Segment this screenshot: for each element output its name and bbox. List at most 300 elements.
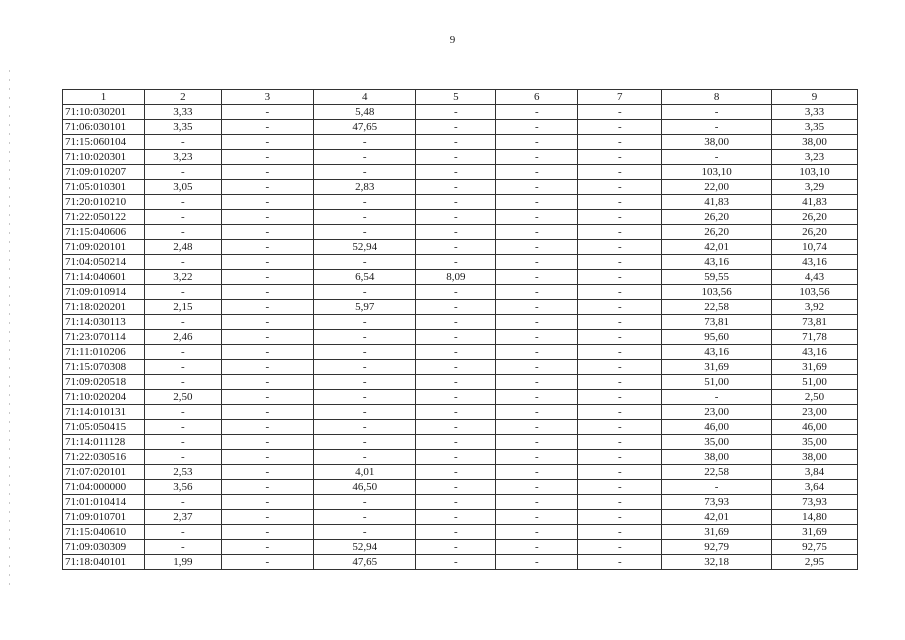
value-cell-col-9: 43,16 [771,255,857,270]
value-cell-col-7: - [578,240,662,255]
value-cell-col-4: - [313,330,415,345]
value-cell-col-3: - [221,420,313,435]
value-cell-col-8: 32,18 [662,555,772,570]
value-cell-col-6: - [496,225,578,240]
value-cell-col-2: - [144,435,221,450]
value-cell-col-3: - [221,435,313,450]
value-cell-col-8: 41,83 [662,195,772,210]
table-row [63,285,858,300]
page-number: 9 [449,34,456,46]
value-cell-col-2: - [144,525,221,540]
value-cell-col-5: - [416,225,496,240]
value-cell-col-7: - [578,345,662,360]
value-cell-col-6: - [496,525,578,540]
cadastral-code-cell: 71:04:050214 [63,255,145,270]
value-cell-col-5: - [416,360,496,375]
value-cell-col-5: - [416,135,496,150]
column-header-8: 8 [662,90,772,105]
value-cell-col-5: - [416,390,496,405]
cadastral-code-cell: 71:14:030113 [63,315,145,330]
value-cell-col-8: - [662,150,772,165]
value-cell-col-8: 22,00 [662,180,772,195]
value-cell-col-5: - [416,105,496,120]
value-cell-col-9: 46,00 [771,420,857,435]
table-row [63,510,858,525]
value-cell-col-9: 103,56 [771,285,857,300]
table-row [63,255,858,270]
value-cell-col-9: 73,81 [771,315,857,330]
value-cell-col-4: - [313,135,415,150]
cadastral-code-cell: 71:05:010301 [63,180,145,195]
value-cell-col-9: 92,75 [771,540,857,555]
value-cell-col-6: - [496,345,578,360]
value-cell-col-5: - [416,480,496,495]
value-cell-col-4: - [313,225,415,240]
value-cell-col-4: - [313,285,415,300]
value-cell-col-4: - [313,360,415,375]
value-cell-col-8: 22,58 [662,300,772,315]
value-cell-col-9: 31,69 [771,360,857,375]
table-row [63,225,858,240]
value-cell-col-5: - [416,180,496,195]
value-cell-col-8: 22,58 [662,465,772,480]
value-cell-col-5: 8,09 [416,270,496,285]
cadastral-code-cell: 71:18:040101 [63,555,145,570]
value-cell-col-6: - [496,420,578,435]
value-cell-col-9: 4,43 [771,270,857,285]
value-cell-col-6: - [496,210,578,225]
table-row [63,120,858,135]
value-cell-col-5: - [416,240,496,255]
value-cell-col-7: - [578,285,662,300]
value-cell-col-8: 31,69 [662,525,772,540]
value-cell-col-5: - [416,150,496,165]
table-row [63,300,858,315]
value-cell-col-4: 5,48 [313,105,415,120]
value-cell-col-3: - [221,240,313,255]
value-cell-col-5: - [416,165,496,180]
value-cell-col-9: 3,64 [771,480,857,495]
value-cell-col-4: 5,97 [313,300,415,315]
cadastral-code-cell: 71:11:010206 [63,345,145,360]
value-cell-col-5: - [416,120,496,135]
value-cell-col-4: - [313,150,415,165]
value-cell-col-9: 2,95 [771,555,857,570]
value-cell-col-7: - [578,420,662,435]
value-cell-col-2: 2,46 [144,330,221,345]
value-cell-col-8: 31,69 [662,360,772,375]
value-cell-col-4: - [313,405,415,420]
value-cell-col-3: - [221,555,313,570]
cadastral-code-cell: 71:22:050122 [63,210,145,225]
value-cell-col-3: - [221,465,313,480]
value-cell-col-6: - [496,105,578,120]
cadastral-code-cell: 71:09:020101 [63,240,145,255]
value-cell-col-4: 47,65 [313,120,415,135]
column-header-9: 9 [771,90,857,105]
cadastral-code-cell: 71:09:010207 [63,165,145,180]
value-cell-col-3: - [221,225,313,240]
table-row [63,525,858,540]
value-cell-col-7: - [578,360,662,375]
value-cell-col-4: - [313,165,415,180]
value-cell-col-3: - [221,405,313,420]
value-cell-col-3: - [221,480,313,495]
table-row [63,480,858,495]
value-cell-col-5: - [416,525,496,540]
value-cell-col-8: - [662,390,772,405]
value-cell-col-5: - [416,330,496,345]
value-cell-col-2: 3,22 [144,270,221,285]
value-cell-col-9: 3,33 [771,105,857,120]
value-cell-col-5: - [416,510,496,525]
cadastral-code-cell: 71:10:020204 [63,390,145,405]
value-cell-col-7: - [578,330,662,345]
column-header-4: 4 [313,90,415,105]
table-row [63,150,858,165]
value-cell-col-7: - [578,510,662,525]
value-cell-col-3: - [221,105,313,120]
cadastral-code-cell: 71:20:010210 [63,195,145,210]
value-cell-col-9: 26,20 [771,225,857,240]
value-cell-col-4: - [313,525,415,540]
value-cell-col-2: 2,15 [144,300,221,315]
value-cell-col-7: - [578,555,662,570]
value-cell-col-4: 52,94 [313,540,415,555]
value-cell-col-8: 38,00 [662,135,772,150]
value-cell-col-2: - [144,450,221,465]
column-header-7: 7 [578,90,662,105]
value-cell-col-3: - [221,195,313,210]
table-row [63,420,858,435]
value-cell-col-2: - [144,420,221,435]
value-cell-col-3: - [221,375,313,390]
value-cell-col-7: - [578,180,662,195]
value-cell-col-8: 26,20 [662,210,772,225]
value-cell-col-2: - [144,225,221,240]
value-cell-col-8: 51,00 [662,375,772,390]
value-cell-col-5: - [416,465,496,480]
table-row [63,405,858,420]
value-cell-col-4: - [313,450,415,465]
value-cell-col-2: - [144,210,221,225]
value-cell-col-2: 2,48 [144,240,221,255]
value-cell-col-9: 2,50 [771,390,857,405]
value-cell-col-4: 47,65 [313,555,415,570]
value-cell-col-3: - [221,180,313,195]
value-cell-col-4: - [313,435,415,450]
value-cell-col-2: 2,50 [144,390,221,405]
value-cell-col-2: - [144,375,221,390]
value-cell-col-9: 103,10 [771,165,857,180]
value-cell-col-5: - [416,435,496,450]
value-cell-col-3: - [221,150,313,165]
value-cell-col-6: - [496,330,578,345]
value-cell-col-2: - [144,495,221,510]
value-cell-col-5: - [416,195,496,210]
cadastral-code-cell: 71:14:040601 [63,270,145,285]
value-cell-col-2: 2,53 [144,465,221,480]
table-row [63,465,858,480]
value-cell-col-8: 26,20 [662,225,772,240]
value-cell-col-7: - [578,450,662,465]
value-cell-col-7: - [578,270,662,285]
value-cell-col-5: - [416,450,496,465]
cadastral-code-cell: 71:23:070114 [63,330,145,345]
table-row [63,165,858,180]
value-cell-col-7: - [578,315,662,330]
column-header-2: 2 [144,90,221,105]
value-cell-col-6: - [496,180,578,195]
value-cell-col-9: 31,69 [771,525,857,540]
cadastral-code-cell: 71:07:020101 [63,465,145,480]
value-cell-col-3: - [221,315,313,330]
value-cell-col-6: - [496,120,578,135]
value-cell-col-3: - [221,525,313,540]
value-cell-col-5: - [416,420,496,435]
cadastral-code-cell: 71:14:011128 [63,435,145,450]
table-row [63,135,858,150]
value-cell-col-7: - [578,210,662,225]
value-cell-col-6: - [496,375,578,390]
table-row [63,360,858,375]
value-cell-col-4: 4,01 [313,465,415,480]
cadastral-code-cell: 71:05:050415 [63,420,145,435]
value-cell-col-9: 10,74 [771,240,857,255]
table-body [63,105,858,570]
value-cell-col-3: - [221,390,313,405]
value-cell-col-6: - [496,450,578,465]
value-cell-col-9: 14,80 [771,510,857,525]
cadastral-code-cell: 71:15:060104 [63,135,145,150]
value-cell-col-7: - [578,480,662,495]
value-cell-col-2: - [144,285,221,300]
cadastral-code-cell: 71:01:010414 [63,495,145,510]
value-cell-col-3: - [221,345,313,360]
value-cell-col-7: - [578,150,662,165]
value-cell-col-3: - [221,300,313,315]
value-cell-col-5: - [416,405,496,420]
value-cell-col-9: 35,00 [771,435,857,450]
value-cell-col-8: 43,16 [662,345,772,360]
value-cell-col-2: - [144,345,221,360]
table-row [63,315,858,330]
value-cell-col-8: 95,60 [662,330,772,345]
table-row [63,330,858,345]
value-cell-col-7: - [578,195,662,210]
value-cell-col-7: - [578,465,662,480]
value-cell-col-2: - [144,405,221,420]
value-cell-col-7: - [578,255,662,270]
value-cell-col-7: - [578,390,662,405]
value-cell-col-4: 52,94 [313,240,415,255]
table-header-row [63,90,858,105]
value-cell-col-7: - [578,105,662,120]
value-cell-col-6: - [496,510,578,525]
value-cell-col-8: 42,01 [662,510,772,525]
table-row [63,435,858,450]
value-cell-col-4: - [313,210,415,225]
value-cell-col-8: 73,93 [662,495,772,510]
value-cell-col-6: - [496,465,578,480]
table-row [63,180,858,195]
value-cell-col-8: - [662,105,772,120]
cadastral-code-cell: 71:22:030516 [63,450,145,465]
column-header-3: 3 [221,90,313,105]
table-row [63,195,858,210]
value-cell-col-4: - [313,510,415,525]
value-cell-col-7: - [578,540,662,555]
value-cell-col-7: - [578,525,662,540]
value-cell-col-2: - [144,255,221,270]
value-cell-col-3: - [221,360,313,375]
value-cell-col-7: - [578,405,662,420]
value-cell-col-9: 38,00 [771,450,857,465]
column-header-1: 1 [63,90,145,105]
table-row [63,540,858,555]
table-row [63,240,858,255]
cadastral-code-cell: 71:09:030309 [63,540,145,555]
value-cell-col-6: - [496,480,578,495]
value-cell-col-6: - [496,165,578,180]
value-cell-col-2: 3,05 [144,180,221,195]
value-cell-col-3: - [221,285,313,300]
value-cell-col-2: 3,56 [144,480,221,495]
value-cell-col-2: 3,35 [144,120,221,135]
value-cell-col-9: 3,35 [771,120,857,135]
value-cell-col-9: 3,92 [771,300,857,315]
value-cell-col-2: - [144,135,221,150]
value-cell-col-8: 92,79 [662,540,772,555]
value-cell-col-4: 2,83 [313,180,415,195]
value-cell-col-9: 71,78 [771,330,857,345]
cadastral-code-cell: 71:09:010914 [63,285,145,300]
value-cell-col-6: - [496,300,578,315]
table-row [63,375,858,390]
value-cell-col-3: - [221,270,313,285]
value-cell-col-5: - [416,210,496,225]
value-cell-col-4: - [313,255,415,270]
cadastral-code-cell: 71:14:010131 [63,405,145,420]
cadastral-code-cell: 71:09:020518 [63,375,145,390]
value-cell-col-8: 23,00 [662,405,772,420]
value-cell-col-2: - [144,195,221,210]
value-cell-col-2: 3,33 [144,105,221,120]
value-cell-col-5: - [416,300,496,315]
value-cell-col-8: 42,01 [662,240,772,255]
value-cell-col-9: 41,83 [771,195,857,210]
value-cell-col-4: - [313,315,415,330]
table-row [63,210,858,225]
value-cell-col-4: - [313,375,415,390]
value-cell-col-6: - [496,315,578,330]
value-cell-col-4: - [313,495,415,510]
value-cell-col-7: - [578,495,662,510]
value-cell-col-3: - [221,135,313,150]
table-row [63,105,858,120]
value-cell-col-6: - [496,285,578,300]
value-cell-col-6: - [496,495,578,510]
value-cell-col-9: 51,00 [771,375,857,390]
value-cell-col-3: - [221,120,313,135]
value-cell-col-6: - [496,435,578,450]
value-cell-col-7: - [578,435,662,450]
table-row [63,495,858,510]
value-cell-col-7: - [578,120,662,135]
value-cell-col-5: - [416,555,496,570]
value-cell-col-5: - [416,540,496,555]
value-cell-col-4: - [313,345,415,360]
column-header-5: 5 [416,90,496,105]
value-cell-col-2: - [144,165,221,180]
value-cell-col-9: 73,93 [771,495,857,510]
value-cell-col-9: 43,16 [771,345,857,360]
value-cell-col-8: - [662,480,772,495]
value-cell-col-3: - [221,450,313,465]
cadastral-code-cell: 71:09:010701 [63,510,145,525]
value-cell-col-3: - [221,210,313,225]
value-cell-col-8: 103,56 [662,285,772,300]
value-cell-col-3: - [221,255,313,270]
cadastral-code-cell: 71:10:020301 [63,150,145,165]
value-cell-col-9: 3,29 [771,180,857,195]
value-cell-col-2: 1,99 [144,555,221,570]
value-cell-col-4: - [313,420,415,435]
value-cell-col-3: - [221,495,313,510]
cadastral-code-cell: 71:04:000000 [63,480,145,495]
value-cell-col-5: - [416,315,496,330]
data-table [62,89,858,570]
value-cell-col-8: - [662,120,772,135]
value-cell-col-7: - [578,135,662,150]
value-cell-col-8: 103,10 [662,165,772,180]
value-cell-col-4: 46,50 [313,480,415,495]
value-cell-col-8: 38,00 [662,450,772,465]
value-cell-col-6: - [496,255,578,270]
value-cell-col-5: - [416,285,496,300]
value-cell-col-5: - [416,255,496,270]
cadastral-code-cell: 71:10:030201 [63,105,145,120]
value-cell-col-9: 3,84 [771,465,857,480]
value-cell-col-6: - [496,405,578,420]
value-cell-col-6: - [496,270,578,285]
table-row [63,270,858,285]
value-cell-col-5: - [416,345,496,360]
table-row [63,345,858,360]
cadastral-code-cell: 71:15:040606 [63,225,145,240]
value-cell-col-6: - [496,195,578,210]
value-cell-col-9: 23,00 [771,405,857,420]
value-cell-col-4: - [313,390,415,405]
value-cell-col-2: 2,37 [144,510,221,525]
value-cell-col-2: 3,23 [144,150,221,165]
value-cell-col-5: - [416,375,496,390]
value-cell-col-5: - [416,495,496,510]
value-cell-col-6: - [496,240,578,255]
cadastral-code-cell: 71:15:040610 [63,525,145,540]
cadastral-code-cell: 71:18:020201 [63,300,145,315]
value-cell-col-2: - [144,360,221,375]
value-cell-col-2: - [144,540,221,555]
value-cell-col-4: - [313,195,415,210]
value-cell-col-3: - [221,165,313,180]
value-cell-col-3: - [221,510,313,525]
value-cell-col-6: - [496,150,578,165]
column-header-6: 6 [496,90,578,105]
value-cell-col-9: 26,20 [771,210,857,225]
value-cell-col-9: 38,00 [771,135,857,150]
value-cell-col-7: - [578,300,662,315]
